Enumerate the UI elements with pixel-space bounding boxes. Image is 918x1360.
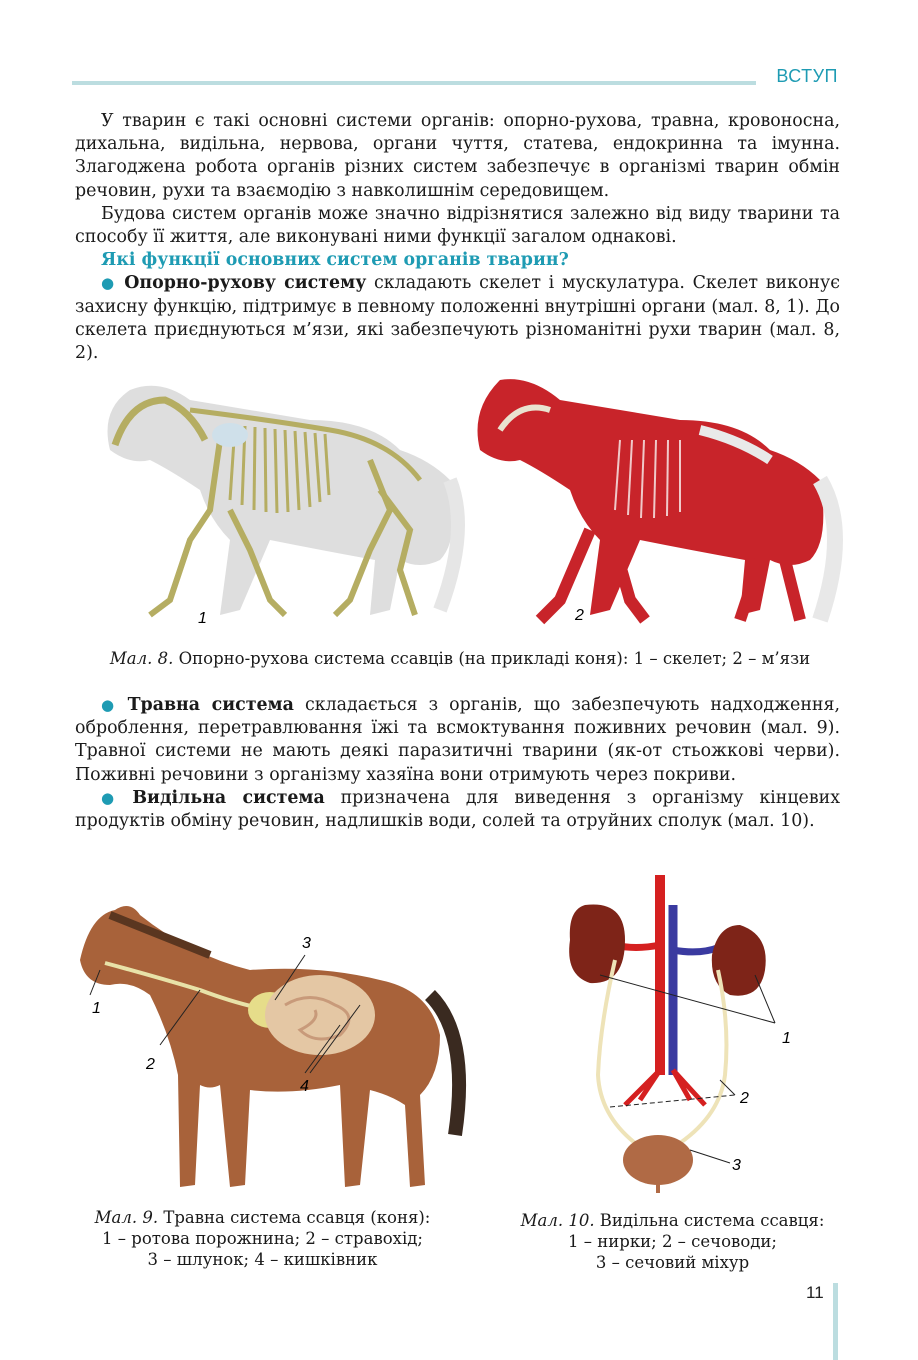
paragraph-digestive <box>75 694 840 787</box>
figure-10-caption-title: Видільна система ссавця: <box>594 1211 825 1230</box>
figure-9-caption-line2: 1 – ротова порожнина; 2 – стравохід; <box>102 1229 423 1248</box>
paragraph-structure: Будова систем органів може значно відрізнятися залежно від виду тварини та способу її життя, але виконувані ними функції загалом однакові. <box>75 203 840 248</box>
digestive-horse-image <box>70 895 470 1195</box>
paragraph-locomotor-text: складають скелет і мускулатура. Скелет виконує захисну функцію, підтримує в певному положенні внутрішні органи (мал. 8, 1). До скелета приєднуються м’язи, які забезпечують різноманітні рухи тварин (мал. 8, 2). <box>75 273 840 364</box>
bullet-icon: ● <box>101 788 125 807</box>
figure-8 <box>70 370 850 640</box>
term-digestive: Травна система <box>127 695 294 715</box>
figure-9-label-1: 1 <box>92 1000 101 1017</box>
paragraph-systems: У тварин є такі основні системи органів: опорно-рухова, травна, кровоносна, дихальна, видільна, нервова, органи чуття, статева, ендокринна та імунна. Злагоджена робота органів різних систем забезпечує в організмі тварин обмін речовин, рухи та взаємодію з навколишнім середовищем. <box>75 111 840 201</box>
section-title: ВСТУП <box>776 66 838 86</box>
muscle-horse <box>478 379 836 620</box>
paragraph-locomotor <box>75 272 840 365</box>
paragraph-excretory-text: призначена для виведення з організму кінцевих продуктів обміну речовин, надлишків води, солей та отруйних сполук (мал. 10). <box>75 787 841 832</box>
figure-10-caption-line2: 1 – нирки; 2 – сечоводи; <box>568 1232 777 1251</box>
figure-8-caption-text: Опорно-рухова система ссавців (на прикладі коня): 1 – скелет; 2 – м’язи <box>173 649 811 668</box>
bullet-icon: ● <box>101 696 120 714</box>
figure-9-caption-line3: 3 – шлунок; 4 – кишківник <box>147 1250 378 1269</box>
figure-8-label-1: 1 <box>198 610 207 627</box>
figure-10-label-2: 2 <box>740 1090 749 1107</box>
systems-text <box>75 694 840 833</box>
figure-10-caption <box>500 1210 845 1273</box>
term-locomotor: Опорно-рухову систему <box>124 273 367 294</box>
figure-10 <box>540 875 800 1195</box>
skeleton-horse <box>108 386 459 615</box>
figure-10-caption-line3: 3 – сечовий міхур <box>595 1253 750 1272</box>
figure-10-caption-number: Мал. 10. <box>520 1211 595 1230</box>
page-side-bar <box>833 1283 838 1360</box>
intro-text <box>75 110 840 365</box>
horse-skeleton-muscle-image <box>70 370 850 640</box>
question-heading: Які функції основних систем органів тварин? <box>101 250 569 271</box>
paragraph-digestive-text: складається з органів, що забезпечують надходження, оброблення, перетравлювання їжі та всмоктування поживних речовин (мал. 9). Травної системи не мають деякі паразитичні тварини (як-от стьожкові черви). Поживні речовини з організму хазяїна вони отримують через покриви. <box>75 695 841 785</box>
figure-9-caption-title: Травна система ссавця (коня): <box>158 1208 431 1227</box>
figure-9 <box>70 895 470 1195</box>
header-rule <box>72 81 756 85</box>
figure-9-label-3: 3 <box>302 935 311 952</box>
figure-8-label-2: 2 <box>575 607 584 624</box>
figure-9-caption-line1 <box>70 1207 455 1228</box>
figure-8-caption <box>75 648 845 669</box>
figure-10-label-1: 1 <box>782 1030 791 1047</box>
figure-9-label-2: 2 <box>146 1056 155 1073</box>
figure-9-label-4: 4 <box>300 1078 309 1095</box>
figure-9-caption <box>70 1207 455 1270</box>
figure-9-caption-number: Мал. 9. <box>94 1208 159 1227</box>
page-number: 11 <box>806 1283 824 1302</box>
figure-8-caption-number: Мал. 8. <box>109 649 174 668</box>
excretory-system-image <box>540 875 800 1195</box>
bullet-icon: ● <box>101 274 117 293</box>
paragraph-excretory <box>75 787 840 833</box>
figure-10-caption-line1 <box>500 1210 845 1231</box>
term-excretory: Видільна система <box>132 787 325 808</box>
figure-10-label-3: 3 <box>732 1157 741 1174</box>
